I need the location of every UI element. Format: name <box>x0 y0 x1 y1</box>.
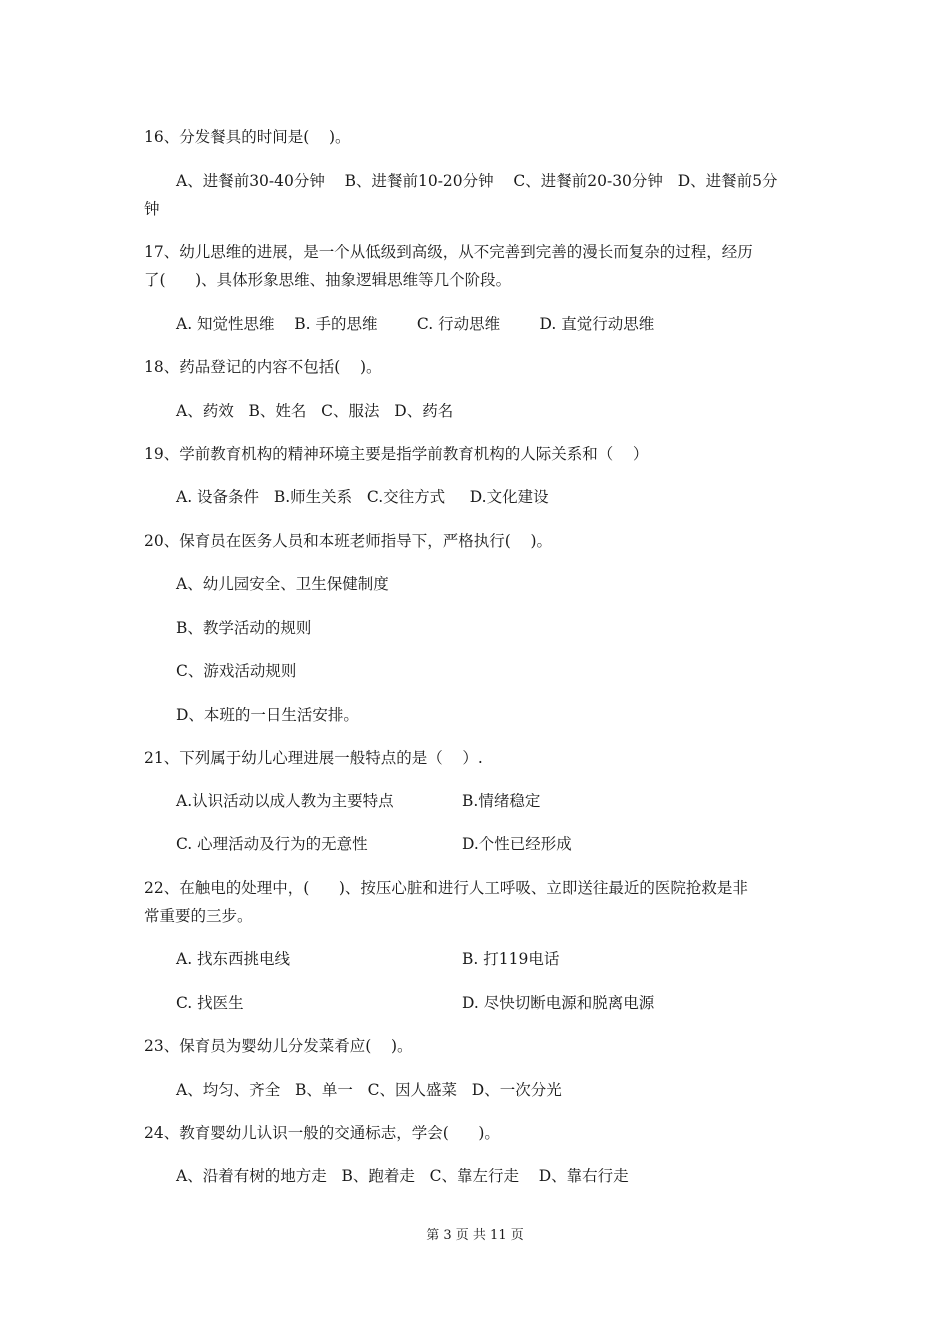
question-22-option-b: B. 打119电话 <box>462 950 560 968</box>
question-20-stem: 20、保育员在医务人员和本班老师指导下，严格执行( )。 <box>144 532 553 550</box>
question-22-stem-line1: 22、在触电的处理中，( )、按压心脏和进行人工呼吸、立即送往最近的医院抢救是非 <box>144 879 748 897</box>
question-22-option-a: A. 找东西挑电线 <box>176 950 291 968</box>
question-20-option-d: D、本班的一日生活安排。 <box>176 706 359 724</box>
question-17-stem-line1: 17、幼儿思维的进展，是一个从低级到高级，从不完善到完善的漫长而复杂的过程，经历 <box>144 243 753 261</box>
question-19-options: A. 设备条件 B.师生关系 C.交往方式 D.文化建设 <box>176 488 549 506</box>
question-20-option-b: B、教学活动的规则 <box>176 619 312 637</box>
question-22-stem-line2: 常重要的三步。 <box>144 907 253 925</box>
question-16-options: A、进餐前30-40分钟 B、进餐前10-20分钟 C、进餐前20-30分钟 D、进餐前5分 <box>176 172 778 190</box>
question-17-options: A. 知觉性思维 B. 手的思维 C. 行动思维 D. 直觉行动思维 <box>176 315 655 333</box>
question-22-option-d: D. 尽快切断电源和脱离电源 <box>462 994 655 1012</box>
question-18-stem: 18、药品登记的内容不包括( )。 <box>144 358 382 376</box>
question-21-option-b: B.情绪稳定 <box>462 792 541 810</box>
question-19-stem: 19、学前教育机构的精神环境主要是指学前教育机构的人际关系和（ ） <box>144 445 649 463</box>
question-18-options: A、药效 B、姓名 C、服法 D、药名 <box>176 402 454 420</box>
question-23-options: A、均匀、齐全 B、单一 C、因人盛菜 D、一次分光 <box>176 1081 562 1099</box>
question-20-option-c: C、游戏活动规则 <box>176 662 297 680</box>
question-21-option-c: C. 心理活动及行为的无意性 <box>176 835 368 853</box>
question-24-options: A、沿着有树的地方走 B、跑着走 C、靠左行走 D、靠右行走 <box>176 1167 629 1185</box>
question-21-option-d: D.个性已经形成 <box>462 835 572 853</box>
question-16-options-wrap: 钟 <box>144 200 160 218</box>
page-number: 第 3 页 共 11 页 <box>426 1228 524 1243</box>
question-17-stem-line2: 了( )、具体形象思维、抽象逻辑思维等几个阶段。 <box>144 271 512 289</box>
question-16-stem: 16、分发餐具的时间是( )。 <box>144 128 351 146</box>
question-24-stem: 24、教育婴幼儿认识一般的交通标志，学会( )。 <box>144 1124 500 1142</box>
question-21-stem: 21、下列属于幼儿心理进展一般特点的是（ ）. <box>144 749 483 767</box>
question-23-stem: 23、保育员为婴幼儿分发菜肴应( )。 <box>144 1037 413 1055</box>
question-22-option-c: C. 找医生 <box>176 994 244 1012</box>
question-20-option-a: A、幼儿园安全、卫生保健制度 <box>176 575 389 593</box>
question-21-option-a: A.认识活动以成人教为主要特点 <box>176 792 394 810</box>
